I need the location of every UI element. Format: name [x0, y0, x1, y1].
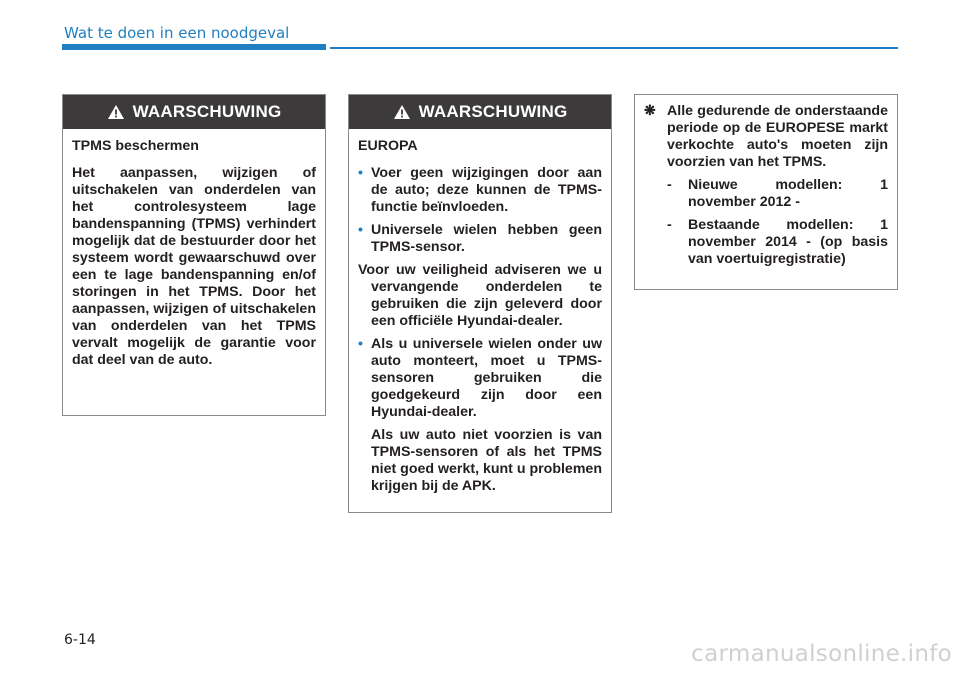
warning-triangle-icon [107, 104, 125, 120]
note-symbol: ❋ [644, 103, 656, 119]
warning-box-header [63, 95, 325, 129]
bullet-dot: • [358, 165, 363, 181]
note-text-body: Alle gedurende de onderstaande periode op de EUROPESE markt verkochte auto's moeten zijn voorzien van het TPMS. [667, 103, 888, 170]
note-text [644, 103, 888, 171]
warning-label: WAARSCHUWING [418, 102, 568, 121]
note-list-text: Nieuwe modellen: 1 november 2012 - [688, 177, 888, 210]
dash-marker: - [667, 217, 672, 233]
warning-box-header [349, 95, 611, 129]
note-list-item [644, 217, 888, 268]
warning-heading: TPMS beschermen [72, 138, 199, 154]
bullet-dot: • [358, 222, 363, 238]
bullet-followup-text: Als uw auto niet voorzien is van TPMS-sensoren of als het TPMS niet goed werkt, kunt u problemen krijgen bij de APK. [371, 427, 602, 494]
warning-heading: EUROPA [358, 138, 418, 154]
bullet-text: Voer geen wijzigingen door aan de auto; deze kunnen de TPMS-functie beïnvloeden. [371, 165, 602, 215]
note-list-item [644, 177, 888, 211]
header-rule-thin [330, 47, 898, 49]
bullet-item [358, 336, 602, 421]
warning-triangle-icon [393, 104, 411, 120]
section-title: Wat te doen in een noodgeval [64, 24, 290, 42]
advice-text: Voor uw veiligheid adviseren we u vervangende onderdelen te gebruiken die zijn geleverd door een officiële Hyundai-dealer. [358, 262, 602, 329]
warning-box-tpms-protect [62, 94, 326, 416]
bullet-text: Als u universele wielen onder uw auto monteert, moet u TPMS-sensoren gebruiken die goedgekeurd zijn door een Hyundai-dealer. [371, 336, 602, 420]
page-number: 6-14 [64, 632, 96, 648]
warning-box-europa [348, 94, 612, 513]
header-rule-thick [62, 44, 326, 50]
warning-text: Het aanpassen, wijzigen of uitschakelen van onderdelen van het controlesysteem lage bandenspanning (TPMS) verhindert mogelijk dat de bestuurder door het systeem wordt gewaarschuwd over een te lage bandenspanning en/of storingen in het TPMS. Door het aanpassen, wijzigen of uitschakelen van onderdelen van het TPMS vervalt mogelijk de garantie voor dat deel van de auto. [72, 165, 316, 368]
warning-label: WAARSCHUWING [132, 102, 282, 121]
bullet-text: Universele wielen hebben geen TPMS-sensor. [371, 222, 602, 255]
bullet-item [358, 222, 602, 256]
watermark: carmanualsonline.info [691, 641, 952, 667]
bullet-item [358, 165, 602, 216]
dash-marker: - [667, 177, 672, 193]
bullet-dot: • [358, 336, 363, 352]
note-list-text: Bestaande modellen: 1 november 2014 - (op basis van voertuigregistratie) [688, 217, 888, 267]
note-box [634, 94, 898, 290]
